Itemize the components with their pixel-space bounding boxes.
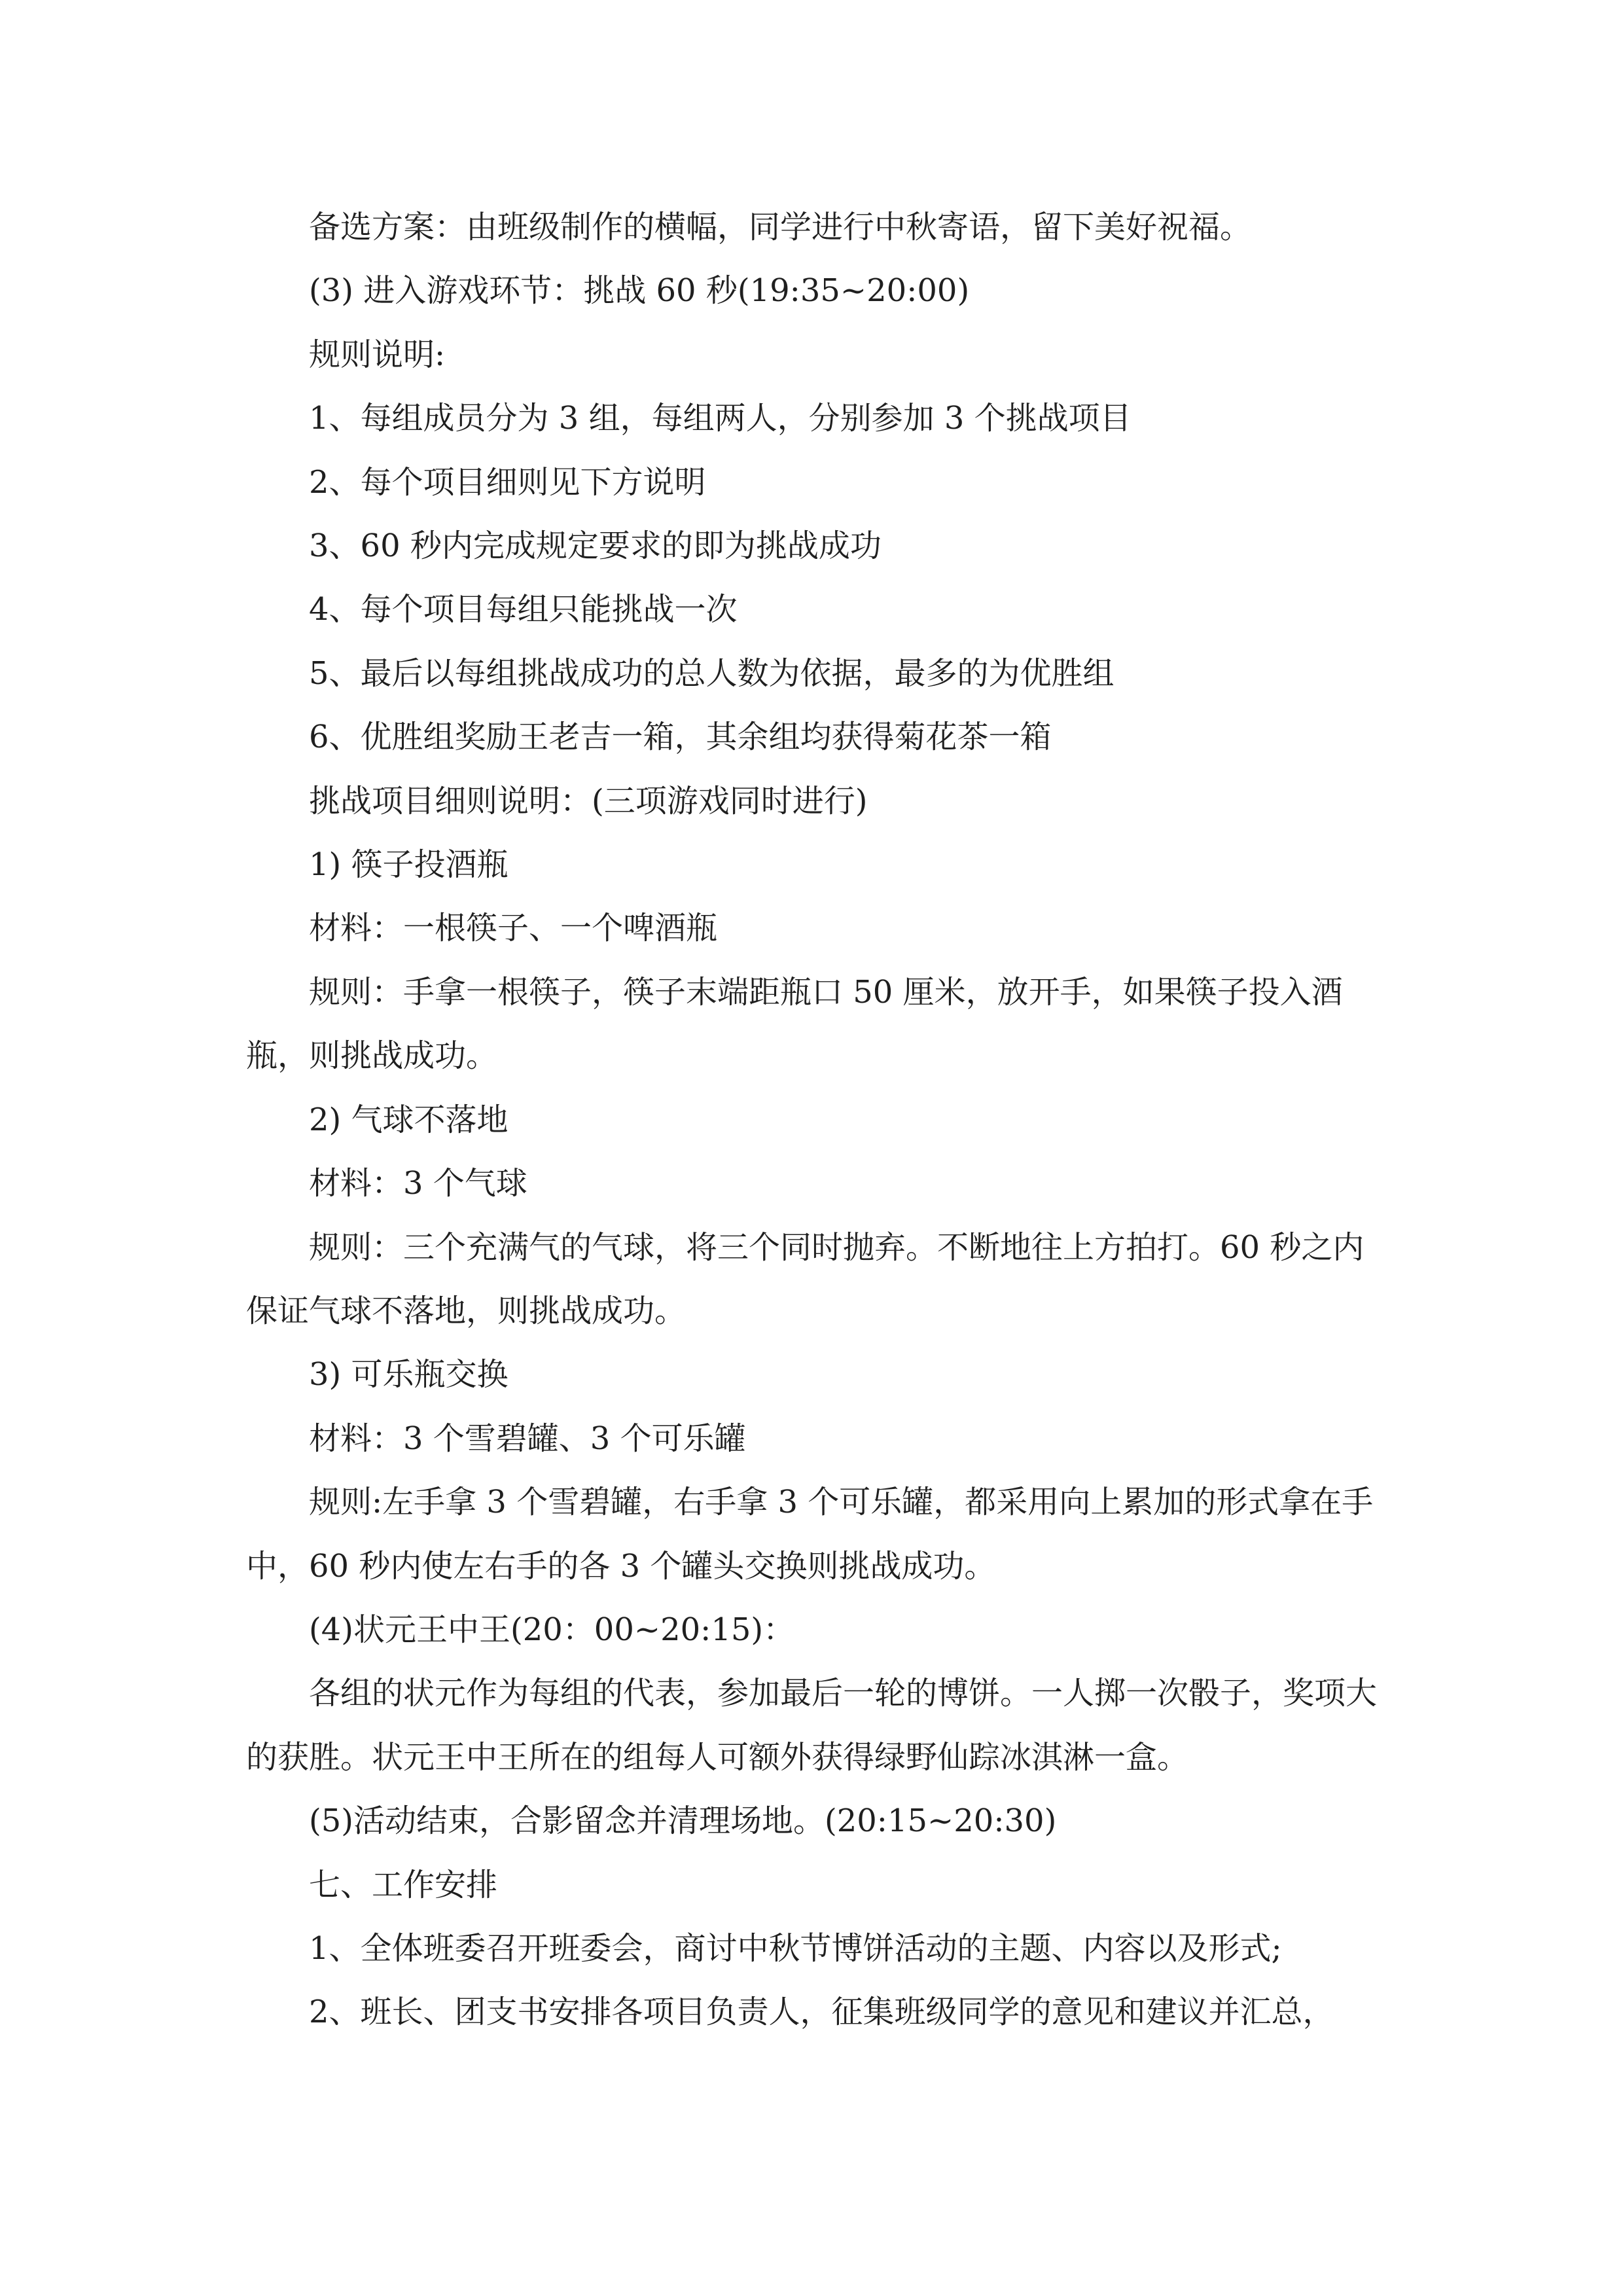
paragraph-rules-heading: 规则说明:: [309, 336, 446, 373]
paragraph-king-section: (4)状元王中王(20：00~20:15)：: [309, 1611, 795, 1648]
paragraph-king-description: 各组的状元作为每组的代表，参加最后一轮的博饼。一人掷一次骰子，奖项大的获胜。状元王中王所在的组每人可额外获得绿野仙踪冰淇淋一盒。: [246, 1675, 1378, 1776]
paragraph-challenge-3-rules: 规则:左手拿 3 个雪碧罐，右手拿 3 个可乐罐，都采用向上累加的形式拿在手中，60 秒内使左右手的各 3 个罐头交换则挑战成功。: [246, 1484, 1374, 1585]
paragraph-rule-4: 4、每个项目每组只能挑战一次: [309, 591, 738, 628]
paragraph-work-item-1: 1、全体班委召开班委会，商讨中秋节博饼活动的主题、内容以及形式;: [309, 1929, 1282, 1967]
paragraph-challenge-1-rules: 规则：手拿一根筷子，筷子末端距瓶口 50 厘米，放开手，如果筷子投入酒瓶，则挑战成功。: [246, 973, 1343, 1075]
paragraph-rule-2: 2、每个项目细则见下方说明: [309, 463, 706, 501]
paragraph-work-arrangement-heading: 七、工作安排: [309, 1866, 498, 1903]
paragraph-challenge-2-materials: 材料：3 个气球: [309, 1165, 527, 1202]
paragraph-rule-3: 3、60 秒内完成规定要求的即为挑战成功: [309, 528, 882, 565]
paragraph-challenge-2-title: 2) 气球不落地: [309, 1101, 508, 1138]
paragraph-challenge-1-materials: 材料：一根筷子、一个啤酒瓶: [309, 910, 718, 947]
paragraph-rule-5: 5、最后以每组挑战成功的总人数为依据，最多的为优胜组: [309, 655, 1115, 692]
paragraph-rule-6: 6、优胜组奖励王老吉一箱，其余组均获得菊花茶一箱: [309, 719, 1052, 756]
paragraph-challenge-2-rules: 规则：三个充满气的气球，将三个同时抛弃。不断地往上方拍打。60 秒之内保证气球不落地，则挑战成功。: [246, 1229, 1364, 1329]
paragraph-challenge-3-title: 3) 可乐瓶交换: [309, 1356, 508, 1393]
paragraph-alternative-plan: 备选方案：由班级制作的横幅，同学进行中秋寄语，留下美好祝福。: [309, 209, 1252, 245]
paragraph-challenge-1-title: 1) 筷子投酒瓶: [309, 846, 508, 884]
paragraph-rule-1: 1、每组成员分为 3 组，每组两人，分别参加 3 个挑战项目: [309, 400, 1132, 437]
document-body: [246, 196, 1380, 2045]
paragraph-challenge-details-heading: 挑战项目细则说明：(三项游戏同时进行): [309, 782, 868, 819]
paragraph-activity-end: (5)活动结束，合影留念并清理场地。(20:15~20:30): [309, 1803, 1057, 1840]
paragraph-challenge-3-materials: 材料：3 个雪碧罐、3 个可乐罐: [309, 1420, 746, 1457]
paragraph-work-item-2: 2、班长、团支书安排各项目负责人，征集班级同学的意见和建议并汇总，: [309, 1994, 1334, 2031]
paragraph-game-section: (3) 进入游戏环节：挑战 60 秒(19:35~20:00): [309, 272, 970, 310]
